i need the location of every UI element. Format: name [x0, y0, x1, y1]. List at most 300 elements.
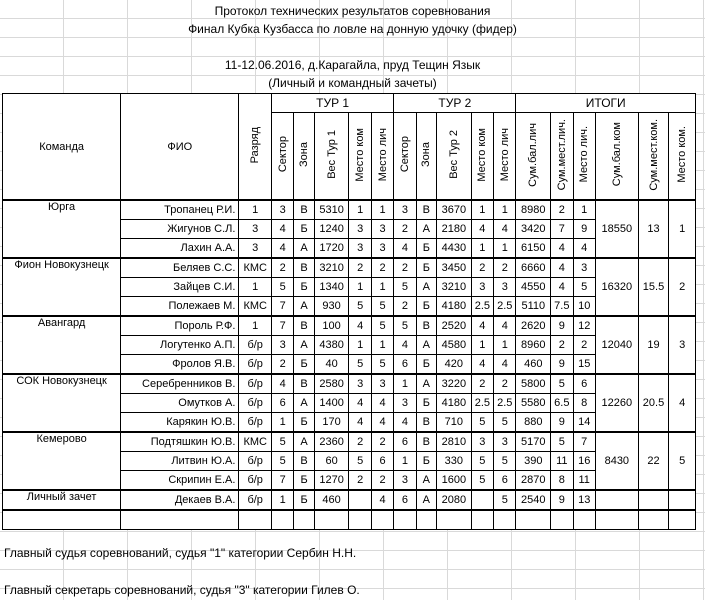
fio-cell: Фролов Я.В. [121, 355, 239, 375]
table-row [3, 471, 696, 491]
t2-zone-cell: Б [416, 355, 436, 375]
empty-cell [349, 510, 371, 530]
t2-zone-cell: Б [416, 394, 436, 413]
t2-sector-cell: 2 [394, 258, 416, 278]
empty-cell [573, 510, 595, 530]
t1-place-team-cell: 3 [349, 239, 371, 259]
table-row-empty [3, 510, 696, 530]
t1-zone-cell: А [294, 432, 314, 452]
fio-cell: Литвин Ю.А. [121, 452, 239, 471]
empty-cell [121, 510, 239, 530]
t2-zone-cell: А [416, 336, 436, 355]
t1-weight-cell: 3210 [314, 258, 349, 278]
team-name-cell: Фион Новокузнецк [3, 258, 121, 278]
t1-weight-cell: 170 [314, 413, 349, 433]
team-sum-place-cell: 20.5 [638, 374, 669, 432]
sum-place-pers-cell: 5 [551, 432, 573, 452]
team-place-cell: 1 [669, 200, 696, 258]
place-pers-total-cell: 7 [573, 432, 595, 452]
team-place-cell: 4 [669, 374, 696, 432]
col-fio-header: ФИО [121, 94, 239, 201]
t2-sector-cell: 5 [394, 316, 416, 336]
sum-score-pers-cell: 2870 [516, 471, 551, 491]
t1-sector-cell: 4 [272, 220, 294, 239]
sum-score-pers-cell: 5110 [516, 297, 551, 317]
t1-weight-cell: 1240 [314, 220, 349, 239]
empty-cell [471, 510, 493, 530]
t2-place-pers-cell: 5 [494, 413, 516, 433]
sum-place-pers-cell: 4 [551, 278, 573, 297]
t2-sector-cell: 6 [394, 490, 416, 510]
tour1-zone-header: Зона [294, 113, 314, 201]
t1-zone-cell: Б [294, 413, 314, 433]
t1-place-team-cell: 1 [349, 200, 371, 220]
sum-place-pers-cell: 8 [551, 471, 573, 491]
empty-cell [638, 510, 669, 530]
sum-score-pers-cell: 460 [516, 355, 551, 375]
t2-zone-cell: В [416, 316, 436, 336]
t2-zone-cell: А [416, 220, 436, 239]
rank-cell: 3 [239, 220, 272, 239]
t2-place-team-cell: 3 [471, 278, 493, 297]
t1-sector-cell: 5 [272, 278, 294, 297]
t1-place-team-cell: 5 [349, 452, 371, 471]
team-place-cell: 3 [669, 316, 696, 374]
t2-place-team-cell: 2.5 [471, 297, 493, 317]
t2-place-pers-cell: 4 [494, 220, 516, 239]
t2-place-pers-cell: 5 [494, 490, 516, 510]
t1-place-pers-cell: 5 [371, 297, 393, 317]
team-place-cell: 5 [669, 432, 696, 490]
empty-cell [272, 510, 294, 530]
place-pers-total-cell: 4 [573, 239, 595, 259]
t2-weight-cell: 4430 [437, 239, 472, 259]
t2-sector-cell: 2 [394, 220, 416, 239]
rank-cell: б/р [239, 490, 272, 510]
t1-place-pers-cell: 1 [371, 278, 393, 297]
team-name-cell: СОК Новокузнецк [3, 374, 121, 394]
t1-place-team-cell: 2 [349, 258, 371, 278]
fio-cell: Логутенко А.П. [121, 336, 239, 355]
t2-sector-cell: 4 [394, 336, 416, 355]
standings-type: (Личный и командный зачеты) [268, 76, 437, 90]
place-pers-total-cell: 8 [573, 394, 595, 413]
rank-cell: б/р [239, 413, 272, 433]
competition-title: Финал Кубка Кузбасса по ловле на донную удочку (фидер) [188, 22, 517, 36]
t2-place-pers-cell: 4 [494, 355, 516, 375]
tour2-weight-header: Вес Тур 2 [437, 113, 472, 201]
sum-place-pers-cell: 4 [551, 239, 573, 259]
sum-score-pers-header: Сум.бал.лич [516, 113, 551, 201]
t2-place-team-cell: 3 [471, 432, 493, 452]
table-row [3, 490, 696, 510]
t1-place-team-cell: 1 [349, 278, 371, 297]
t2-weight-cell: 330 [437, 452, 472, 471]
t1-weight-cell: 1270 [314, 471, 349, 491]
team-empty-cell [3, 394, 121, 413]
t1-place-pers-cell: 5 [371, 355, 393, 375]
sum-place-pers-cell: 9 [551, 316, 573, 336]
fio-cell: Серебренников В. [121, 374, 239, 394]
t1-place-pers-cell: 2 [371, 471, 393, 491]
rank-cell: КМС [239, 297, 272, 317]
t1-sector-cell: 3 [272, 336, 294, 355]
t2-place-pers-cell: 5 [494, 452, 516, 471]
sum-score-pers-cell: 3420 [516, 220, 551, 239]
empty-cell [3, 510, 121, 530]
t1-weight-cell: 5310 [314, 200, 349, 220]
t2-place-pers-cell: 3 [494, 278, 516, 297]
team-sum-place-cell: 15.5 [638, 258, 669, 316]
empty-cell [669, 510, 696, 530]
t2-zone-cell: В [416, 432, 436, 452]
empty-cell [314, 510, 349, 530]
rank-cell: 1 [239, 200, 272, 220]
table-row [3, 220, 696, 239]
fio-cell: Жигунов С.Л. [121, 220, 239, 239]
sum-place-pers-cell: 6.5 [551, 394, 573, 413]
t2-sector-cell: 1 [394, 374, 416, 394]
fio-cell: Беляев С.С. [121, 258, 239, 278]
rank-cell: 3 [239, 239, 272, 259]
t1-place-pers-cell: 1 [371, 336, 393, 355]
sum-score-pers-cell: 390 [516, 452, 551, 471]
t1-sector-cell: 5 [272, 452, 294, 471]
t1-place-pers-cell: 5 [371, 316, 393, 336]
t1-place-team-cell: 4 [349, 394, 371, 413]
sum-score-pers-cell: 880 [516, 413, 551, 433]
t1-zone-cell: Б [294, 220, 314, 239]
t1-place-pers-cell: 2 [371, 432, 393, 452]
t2-sector-cell: 5 [394, 278, 416, 297]
chief-judge-line: Главный судья соревнований, судья "1" категории Сербин Н.Н. [4, 546, 357, 560]
team-empty-cell [3, 452, 121, 471]
place-team-total-header: Место ком. [669, 113, 696, 201]
t1-zone-cell: Б [294, 471, 314, 491]
place-pers-total-cell: 14 [573, 413, 595, 433]
t1-place-team-cell: 5 [349, 355, 371, 375]
t1-weight-cell: 40 [314, 355, 349, 375]
t2-place-pers-cell: 4 [494, 316, 516, 336]
sum-score-pers-cell: 6150 [516, 239, 551, 259]
fio-cell: Лахин А.А. [121, 239, 239, 259]
empty-cell [494, 510, 516, 530]
t2-place-team-cell: 5 [471, 413, 493, 433]
tour1-place-pers-header: Место лич [371, 113, 393, 201]
sum-score-pers-cell: 5800 [516, 374, 551, 394]
sum-score-pers-cell: 8960 [516, 336, 551, 355]
t2-place-team-cell: 4 [471, 220, 493, 239]
t2-weight-cell: 2520 [437, 316, 472, 336]
t1-sector-cell: 4 [272, 374, 294, 394]
t2-zone-cell: А [416, 471, 436, 491]
fio-cell: Зайцев С.И. [121, 278, 239, 297]
t1-zone-cell: В [294, 452, 314, 471]
team-sum-score-cell: 12260 [595, 374, 638, 432]
t1-place-team-cell: 4 [349, 316, 371, 336]
t1-zone-cell: А [294, 336, 314, 355]
t2-weight-cell: 4180 [437, 394, 472, 413]
chief-secretary-line: Главный секретарь соревнований, судья "3" категории Гилев О. [4, 583, 360, 597]
place-pers-total-header: Место лич. [573, 113, 595, 201]
col-team-header: Команда [3, 94, 121, 201]
t1-sector-cell: 7 [272, 297, 294, 317]
t1-weight-cell: 930 [314, 297, 349, 317]
t2-weight-cell: 1600 [437, 471, 472, 491]
place-pers-total-cell: 9 [573, 220, 595, 239]
t2-place-team-cell: 1 [471, 200, 493, 220]
team-sum-score-cell: 18550 [595, 200, 638, 258]
t2-weight-cell: 4580 [437, 336, 472, 355]
t2-place-pers-cell: 2 [494, 258, 516, 278]
t2-weight-cell: 420 [437, 355, 472, 375]
t2-place-team-cell: 4 [471, 355, 493, 375]
t2-weight-cell: 3450 [437, 258, 472, 278]
team-empty-cell [3, 278, 121, 297]
tour1-sector-header: Сектор [272, 113, 294, 201]
totals-header: ИТОГИ [516, 94, 696, 113]
t2-zone-cell: В [416, 413, 436, 433]
t1-zone-cell: В [294, 374, 314, 394]
place-pers-total-cell: 1 [573, 200, 595, 220]
fio-cell: Пороль Р.Ф. [121, 316, 239, 336]
t2-place-team-cell: 2 [471, 374, 493, 394]
table-row [3, 452, 696, 471]
t2-place-team-cell: 2 [471, 258, 493, 278]
team-sum-place-cell: 22 [638, 432, 669, 490]
tour2-header: ТУР 2 [394, 94, 516, 113]
sum-score-pers-cell: 6660 [516, 258, 551, 278]
protocol-title: Протокол технических результатов соревнования [214, 4, 491, 18]
t2-zone-cell: В [416, 200, 436, 220]
t1-weight-cell: 2580 [314, 374, 349, 394]
sum-score-pers-cell: 2540 [516, 490, 551, 510]
rank-cell: б/р [239, 355, 272, 375]
t1-place-team-cell: 3 [349, 374, 371, 394]
t2-weight-cell: 3670 [437, 200, 472, 220]
t2-sector-cell: 3 [394, 200, 416, 220]
tour2-place-pers-header: Место лич [494, 113, 516, 201]
empty-cell [371, 510, 393, 530]
t2-weight-cell: 2810 [437, 432, 472, 452]
fio-cell: Карякин Ю.В. [121, 413, 239, 433]
t2-place-pers-cell: 6 [494, 471, 516, 491]
t1-place-pers-cell: 2 [371, 258, 393, 278]
sum-score-team-header: Сум.бал.ком [595, 113, 638, 201]
t1-sector-cell: 4 [272, 239, 294, 259]
fio-cell: Скрипин Е.А. [121, 471, 239, 491]
place-pers-total-cell: 10 [573, 297, 595, 317]
t1-place-team-cell: 1 [349, 336, 371, 355]
table-row [3, 394, 696, 413]
table-row [3, 239, 696, 259]
table-row [3, 374, 696, 394]
empty-cell [294, 510, 314, 530]
fio-cell: Декаев В.А. [121, 490, 239, 510]
results-table [2, 93, 696, 530]
sum-place-pers-cell: 2 [551, 336, 573, 355]
fio-cell: Тропанец Р.И. [121, 200, 239, 220]
t2-sector-cell: 4 [394, 413, 416, 433]
t1-weight-cell: 1400 [314, 394, 349, 413]
sum-place-pers-cell: 4 [551, 258, 573, 278]
t2-place-team-cell: 4 [471, 316, 493, 336]
sum-score-pers-cell: 5170 [516, 432, 551, 452]
t2-place-pers-cell: 1 [494, 239, 516, 259]
fio-cell: Омутков А. [121, 394, 239, 413]
table-row [3, 355, 696, 375]
t1-sector-cell: 5 [272, 432, 294, 452]
place-pers-total-cell: 3 [573, 258, 595, 278]
t2-zone-cell: А [416, 374, 436, 394]
t1-sector-cell: 2 [272, 258, 294, 278]
t1-sector-cell: 1 [272, 413, 294, 433]
rank-cell: 1 [239, 278, 272, 297]
empty-cell [551, 510, 573, 530]
sum-score-pers-cell: 5580 [516, 394, 551, 413]
col-rank-header: Разряд [239, 94, 272, 201]
empty-cell [437, 510, 472, 530]
competition-date-place: 11-12.06.2016, д.Карагайла, пруд Тещин Язык [224, 58, 481, 72]
t1-zone-cell: А [294, 239, 314, 259]
t2-sector-cell: 6 [394, 432, 416, 452]
t2-weight-cell: 3210 [437, 278, 472, 297]
table-row [3, 278, 696, 297]
t1-zone-cell: В [294, 200, 314, 220]
t1-sector-cell: 7 [272, 471, 294, 491]
t2-sector-cell: 2 [394, 297, 416, 317]
team-name-cell: Личный зачет [3, 490, 121, 510]
t1-weight-cell: 60 [314, 452, 349, 471]
team-sum-score-cell: 12040 [595, 316, 638, 374]
t1-zone-cell: В [294, 258, 314, 278]
t1-weight-cell: 1340 [314, 278, 349, 297]
t1-zone-cell: Б [294, 355, 314, 375]
sum-place-pers-cell: 9 [551, 490, 573, 510]
sum-score-pers-cell: 2620 [516, 316, 551, 336]
place-pers-total-cell: 12 [573, 316, 595, 336]
tour1-place-team-header: Место ком [349, 113, 371, 201]
t2-place-pers-cell: 1 [494, 200, 516, 220]
sum-place-pers-cell: 5 [551, 374, 573, 394]
sum-place-pers-cell: 9 [551, 355, 573, 375]
t2-zone-cell: Б [416, 258, 436, 278]
t1-place-team-cell [349, 490, 371, 510]
t2-sector-cell: 6 [394, 355, 416, 375]
fio-cell: Полежаев М. [121, 297, 239, 317]
sum-place-pers-header: Сум.мест.лич. [551, 113, 573, 201]
tour2-place-team-header: Место ком [471, 113, 493, 201]
rank-cell: КМС [239, 432, 272, 452]
sum-place-team-header: Сум.мест.ком. [638, 113, 669, 201]
team-place-cell [669, 490, 696, 510]
team-empty-cell [3, 336, 121, 355]
t1-zone-cell: А [294, 297, 314, 317]
t1-place-pers-cell: 6 [371, 452, 393, 471]
table-row [3, 432, 696, 452]
t2-sector-cell: 4 [394, 239, 416, 259]
sum-place-pers-cell: 11 [551, 452, 573, 471]
t2-place-pers-cell: 2.5 [494, 394, 516, 413]
place-pers-total-cell: 5 [573, 278, 595, 297]
team-name-cell: Авангард [3, 316, 121, 336]
rank-cell: б/р [239, 374, 272, 394]
sum-place-pers-cell: 2 [551, 200, 573, 220]
t2-zone-cell: А [416, 278, 436, 297]
rank-cell: КМС [239, 258, 272, 278]
t2-weight-cell: 710 [437, 413, 472, 433]
tour2-zone-header: Зона [416, 113, 436, 201]
table-row [3, 258, 696, 278]
place-pers-total-cell: 6 [573, 374, 595, 394]
team-empty-cell [3, 297, 121, 317]
rank-cell: б/р [239, 336, 272, 355]
team-empty-cell [3, 355, 121, 375]
sum-place-pers-cell: 9 [551, 413, 573, 433]
t2-place-team-cell: 5 [471, 452, 493, 471]
tour2-sector-header: Сектор [394, 113, 416, 201]
t2-place-team-cell: 1 [471, 336, 493, 355]
empty-cell [516, 510, 551, 530]
t1-weight-cell: 4380 [314, 336, 349, 355]
t1-weight-cell: 1720 [314, 239, 349, 259]
t1-sector-cell: 3 [272, 200, 294, 220]
t1-weight-cell: 2360 [314, 432, 349, 452]
rank-cell: б/р [239, 394, 272, 413]
t1-place-team-cell: 5 [349, 297, 371, 317]
team-sum-score-cell: 8430 [595, 432, 638, 490]
sum-score-pers-cell: 8980 [516, 200, 551, 220]
team-sum-place-cell: 19 [638, 316, 669, 374]
tour1-header: ТУР 1 [272, 94, 394, 113]
team-sum-place-cell [638, 490, 669, 510]
t2-zone-cell: А [416, 490, 436, 510]
table-row [3, 316, 696, 336]
t2-place-pers-cell: 3 [494, 432, 516, 452]
team-empty-cell [3, 413, 121, 433]
t2-weight-cell: 2080 [437, 490, 472, 510]
t1-zone-cell: А [294, 394, 314, 413]
sum-score-pers-cell: 4550 [516, 278, 551, 297]
t2-sector-cell: 3 [394, 471, 416, 491]
empty-cell [239, 510, 272, 530]
t2-place-pers-cell: 2 [494, 374, 516, 394]
t1-place-pers-cell: 1 [371, 200, 393, 220]
sum-place-pers-cell: 7.5 [551, 297, 573, 317]
t2-place-team-cell: 1 [471, 239, 493, 259]
t1-sector-cell: 6 [272, 394, 294, 413]
rank-cell: 1 [239, 316, 272, 336]
t2-zone-cell: Б [416, 452, 436, 471]
table-row [3, 297, 696, 317]
t2-sector-cell: 1 [394, 452, 416, 471]
t1-place-team-cell: 2 [349, 471, 371, 491]
t1-place-pers-cell: 4 [371, 490, 393, 510]
team-empty-cell [3, 239, 121, 259]
t1-place-pers-cell: 4 [371, 413, 393, 433]
t1-place-team-cell: 3 [349, 220, 371, 239]
t1-place-team-cell: 2 [349, 432, 371, 452]
place-pers-total-cell: 13 [573, 490, 595, 510]
empty-cell [595, 510, 638, 530]
t1-place-pers-cell: 3 [371, 220, 393, 239]
t2-place-team-cell [471, 490, 493, 510]
team-empty-cell [3, 220, 121, 239]
table-row [3, 413, 696, 433]
team-place-cell: 2 [669, 258, 696, 316]
place-pers-total-cell: 15 [573, 355, 595, 375]
t1-place-pers-cell: 3 [371, 374, 393, 394]
